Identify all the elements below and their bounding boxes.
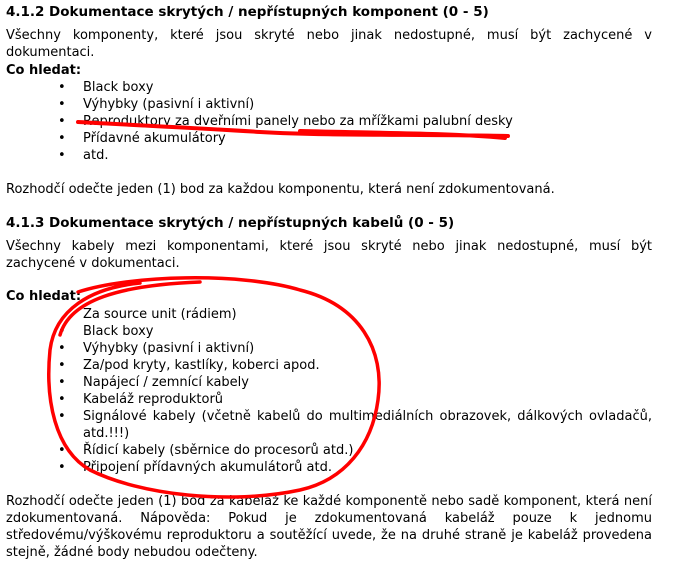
- bullet-icon: •: [58, 409, 66, 424]
- bullet-icon: •: [58, 392, 66, 407]
- bullet-icon: •: [58, 341, 66, 356]
- find-label-2: Co hledat:: [6, 289, 82, 304]
- cable-list: [6, 306, 652, 476]
- list-item: • Signálové kabely (včetně kabelů do multimediálních obrazovek, dálkových ovladačů, atd.!!!): [58, 409, 652, 441]
- section-heading-4-1-3: 4.1.3 Dokumentace skrytých / nepřístupných kabelů (0 - 5): [6, 215, 455, 231]
- list-item: Za source unit (rádiem): [83, 307, 237, 322]
- rule-text-4-1-3: Rozhodčí odečte jeden (1) bod za kabeláž ke každé komponentě nebo sadě komponent, která není zdokumentovaná. Nápověda: Pokud je zdokumentovaná kabeláž pouze k jednomu středovému/výškovému reproduktoru a soutěžící uvede, že na druhé straně je kabeláž provedena stejně, žádné body nebudou odečteny.: [6, 494, 652, 560]
- list-item: • atd.: [58, 148, 109, 163]
- list-item: • Reproduktory za dveřními panely nebo za mřížkami palubní desky: [58, 114, 513, 129]
- list-item: • Přídavné akumulátory: [58, 131, 226, 146]
- list-item: • Napájecí / zemnící kabely: [58, 375, 249, 390]
- list-item: • Kabeláž reproduktorů: [58, 392, 224, 407]
- bullet-icon: •: [58, 324, 66, 339]
- bullet-icon: •: [58, 460, 66, 475]
- section-intro-4-1-3: Všechny kabely mezi komponentami, které jsou skryté nebo jinak nedostupné, musí být zachycené v dokumentaci.: [6, 239, 652, 271]
- bullet-icon: •: [58, 80, 66, 95]
- bullet-icon: •: [58, 375, 66, 390]
- list-item: • Za/pod kryty, kastlíky, koberci apod.: [58, 358, 320, 373]
- section-heading-4-1-2: 4.1.2 Dokumentace skrytých / nepřístupných komponent (0 - 5): [6, 4, 489, 20]
- bullet-icon: •: [58, 131, 66, 146]
- component-list: [6, 79, 652, 164]
- section-intro-4-1-2: Všechny komponenty, které jsou skryté nebo jinak nedostupné, musí být zachycené v dokumentaci.: [6, 28, 652, 60]
- find-label-1: Co hledat:: [6, 63, 82, 78]
- list-item: • Řídicí kabely (sběrnice do procesorů atd.): [58, 443, 354, 458]
- list-item: • Black boxy: [58, 324, 154, 339]
- bullet-icon: •: [58, 148, 66, 163]
- rule-text-4-1-2: Rozhodčí odečte jeden (1) bod za každou komponentu, která není zdokumentovaná.: [6, 182, 555, 197]
- list-item: • Výhybky (pasivní i aktivní): [58, 341, 255, 356]
- bullet-icon: •: [58, 97, 66, 112]
- bullet-icon: •: [58, 114, 66, 129]
- list-item: • Výhybky (pasivní i aktivní): [58, 97, 255, 112]
- list-item: • Black boxy: [58, 80, 154, 95]
- list-item: • Připojení přídavných akumulátorů atd.: [58, 460, 332, 475]
- bullet-icon: •: [58, 358, 66, 373]
- bullet-icon: •: [58, 443, 66, 458]
